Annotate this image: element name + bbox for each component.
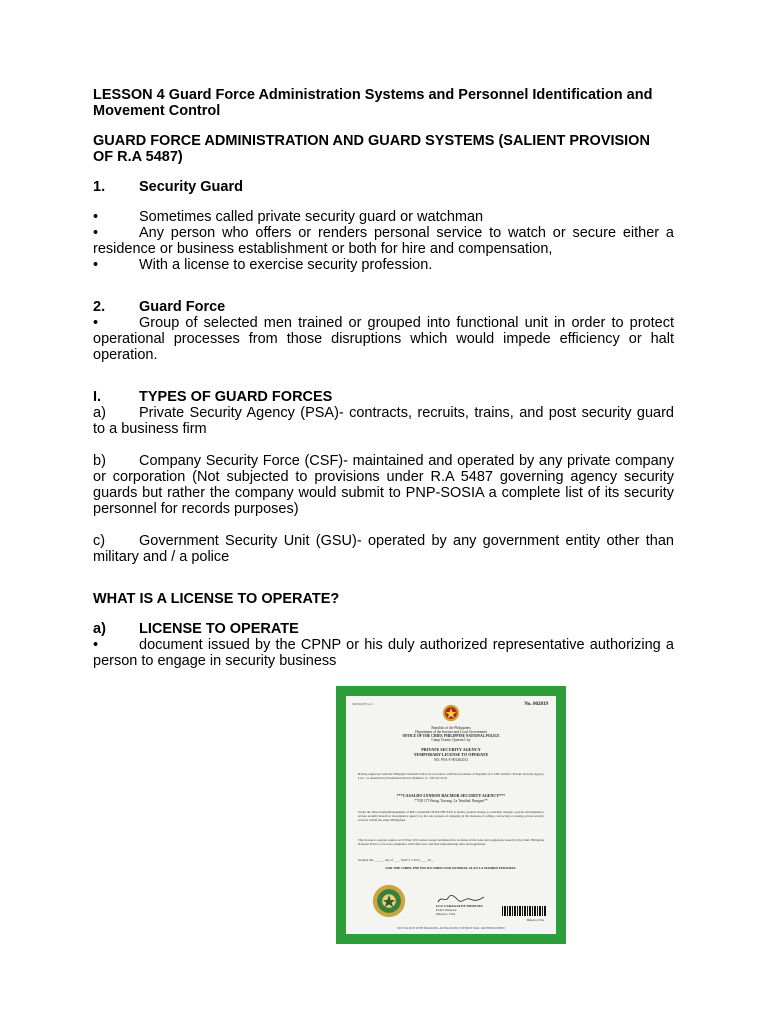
pnp-seal-icon (442, 704, 460, 722)
cert-para2: Under the Directorship/Management of MR CASALDO M BACHUYAN is hereby granted license to establish, manage, operate and maintain a private security/detective/ investigative agency for the sole purpose of engaging in the business of selling, contracting or leasing private security services within the entire Philippines. (358, 810, 544, 822)
cert-signer: LUZ CARAGAYOT MENESES Police Director Director, CSG (436, 904, 483, 916)
bullet-glyph: • (93, 225, 99, 241)
license-bullet: • document issued by the CPNP or his duly authorized representative authorizing a person to engage in security business (93, 637, 674, 669)
cert-granted: Granted this ______ day of ____ MAY 0 3 2013 ____ 20__ (358, 858, 435, 862)
guard-force-number: 2. (93, 299, 106, 315)
section-title: GUARD FORCE ADMINISTRATION AND GUARD SYSTEMS (SALIENT PROVISION OF R.A 5487) (93, 133, 650, 165)
lesson-title: LESSON 4 Guard Force Administration Systems and Personnel Identification and Movement Control (93, 87, 653, 119)
certificate-code: ORSD(DV)-11 (352, 702, 374, 706)
csg-emblem-icon (372, 884, 406, 918)
guard-force-title: Guard Force (139, 299, 226, 315)
barcode-icon (502, 906, 546, 916)
cert-director: Director, CSG (526, 918, 544, 922)
cert-title1: PRIVATE SECURITY AGENCY (421, 747, 481, 752)
license-question: WHAT IS A LICENSE TO OPERATE? (93, 591, 340, 607)
certificate-paper (346, 696, 556, 934)
cert-title2: TEMPORARY LICENSE TO OPERATE (413, 752, 489, 757)
cert-office: OFFICE OF THE CHIEF, PHILIPPINE NATIONAL POLICE (402, 734, 500, 738)
types-title: TYPES OF GUARD FORCES (139, 389, 333, 405)
security-guard-heading (93, 179, 674, 195)
certificate-number: No. 002819 (524, 702, 548, 707)
cert-location: Camp Crame, Quezon City (431, 738, 471, 742)
cert-license-no: NO. PSA-T-001462013 (433, 758, 468, 762)
guard-force-bullet: • Group of selected men trained or grouped into functional unit in order to protect operational processes from those disruptions which would impede efficiency or halt operation. (93, 315, 674, 363)
security-guard-number: 1. (93, 179, 106, 195)
bullet-item: • Any person who offers or renders personal service to watch or secure either a residence or business establishment or both for hire and compensation, (93, 225, 674, 257)
security-guard-bullets (93, 209, 674, 273)
bullet-item: • With a license to exercise security profession. (93, 257, 433, 273)
security-guard-title: Security Guard (139, 179, 243, 195)
cert-republic: Republic of the Philippines (431, 726, 471, 730)
license-certificate-image (336, 686, 566, 944)
license-heading: a) LICENSE TO OPERATE (93, 621, 299, 637)
bullet-glyph: • (93, 315, 99, 331)
bullet-glyph: • (93, 257, 99, 273)
guard-force-heading (93, 299, 674, 315)
types-heading (93, 389, 674, 405)
cert-address: **OD 171 Betag, Tawang, La Trinidad, Benguet** (414, 799, 488, 803)
cert-department: Department of the Interior and Local Government (415, 730, 487, 734)
type-item-csf: b) Company Security Force (CSF)- maintained and operated by any private company or corporation (Not subjected to provisions under R.A 5487 governing agency security guards but rather the company would submit to PNP-SOSIA a complete list of its security personnel for records purposes) (93, 453, 674, 517)
signature-icon (436, 894, 486, 904)
cert-for-chief: FOR THE CHIEF, PNP POLICE DIRECTOR GENERAL ALAN LA MADRID PURISIMA: (385, 866, 517, 870)
bullet-glyph: • (93, 209, 99, 225)
bullet-glyph: • (93, 637, 99, 653)
cert-para3: This license to operate expires on 03 May 2015 unless sooner terminated for violation of the rules and regulations issued by the Chief, Philippine National Police or for non-compliance with other laws and their implementing rules and regulations. (358, 838, 544, 846)
cert-para1: Having registered with the Philippine National Police in accordance with the provisions of Republic Act 5487 entitled "Private Security Agency Law", as amended by Presidential Decree Numbers 11, 100 and 1919, (358, 772, 544, 780)
document-body (93, 87, 674, 669)
type-item-psa: a) Private Security Agency (PSA)- contracts, recruits, trains, and post security guard to a business firm (93, 405, 674, 437)
type-item-gsu: c) Government Security Unit (GSU)- operated by any government entity other than military and / a police (93, 533, 674, 565)
cert-agency: ***CASALDO LYNDON BACMOR SECURITY AGENCY*** (396, 793, 506, 798)
types-number: I. (93, 389, 102, 405)
bullet-item: • Sometimes called private security guard or watchman (93, 209, 484, 225)
cert-footer: NOT VALID IF WITH ERASURES, ALTERATIONS, WITHOUT SEAL OR PHOTOCOPIED (397, 927, 505, 930)
